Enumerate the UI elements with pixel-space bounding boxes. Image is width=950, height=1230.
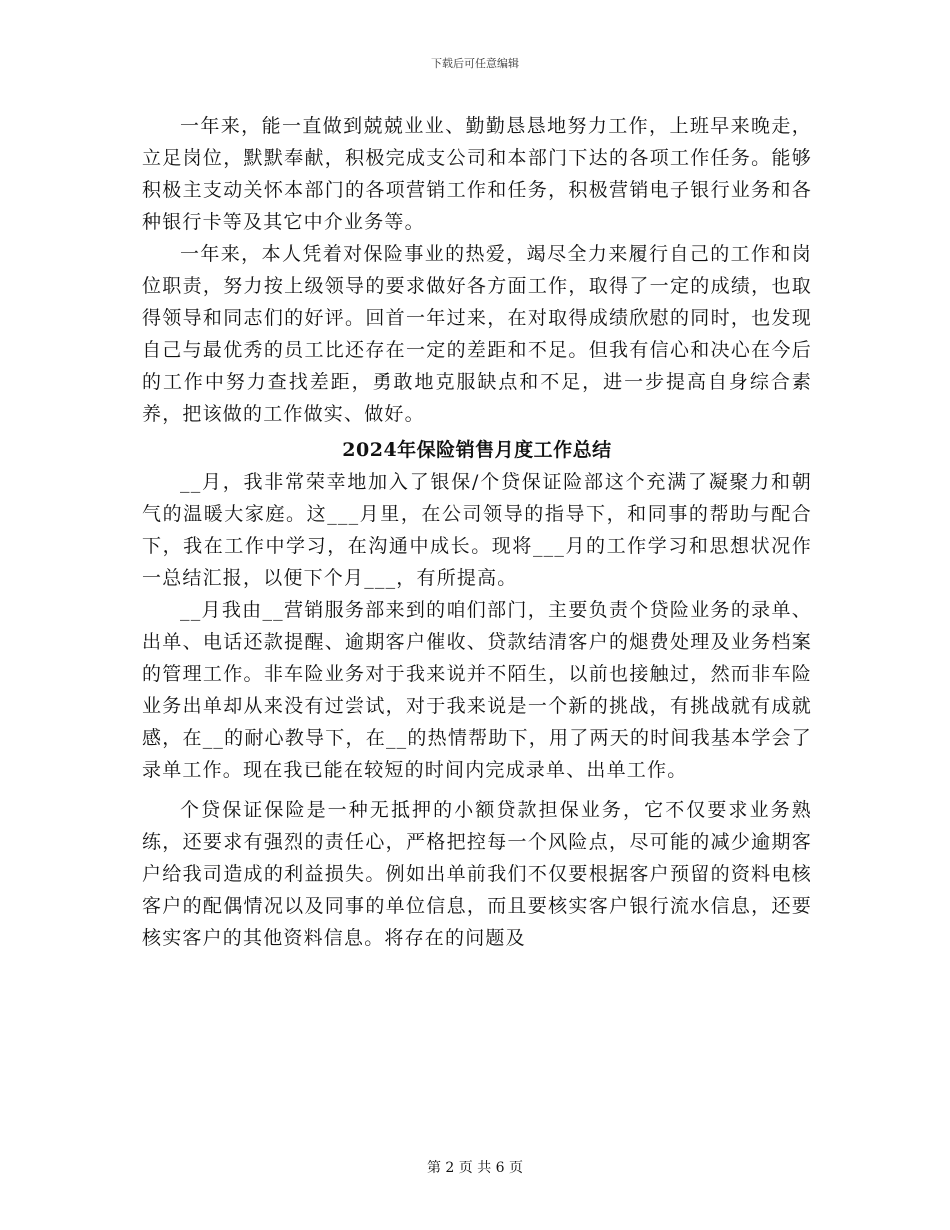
page-header-note: 下载后可任意编辑	[431, 57, 519, 70]
paragraph: 个贷保证保险是一种无抵押的小额贷款担保业务，它不仅要求业务熟练，还要求有强烈的责任心，严格把控每一个风险点，尽可能的减少逾期客户给我司造成的利益损失。例如出单前我们不仅要根据客户预留的资料电核客户的配偶情况以及同事的单位信息，而且要核实客户银行流水信息，还要核实客户的其他资料信息。将存在的问题及	[142, 799, 812, 949]
page-number: 第 2 页 共 6 页	[426, 1160, 524, 1176]
paragraph: 一年来，本人凭着对保险事业的热爱，竭尽全力来履行自己的工作和岗位职责，努力按上级领导的要求做好各方面工作，取得了一定的成绩，也取得领导和同志们的好评。回首一年过来，在对取得成绩欣慰的同时，也发现自己与最优秀的员工比还存在一定的差距和不足。但我有信心和决心在今后的工作中努力查找差距，勇敢地克服缺点和不足，进一步提高自身综合素养，把该做的工作做实、做好。	[142, 243, 812, 425]
section-title: 2024年保险销售月度工作总结	[342, 439, 612, 461]
document-body	[142, 110, 812, 954]
paragraph: 一年来，能一直做到兢兢业业、勤勤恳恳地努力工作，上班早来晚走，立足岗位，默默奉献，积极完成支公司和本部门下达的各项工作任务。能够积极主支动关怀本部门的各项营销工作和任务，积极营销电子银行业务和各种银行卡等及其它中介业务等。	[142, 115, 812, 233]
paragraph: __月我由__营销服务部来到的咱们部门，主要负责个贷险业务的录单、出单、电话还款提醒、逾期客户催收、贷款结清客户的煺费处理及业务档案的管理工作。非车险业务对于我来说并不陌生，以前也接触过，然而非车险业务出单却从来没有过尝试，对于我来说是一个新的挑战，有挑战就有成就感，在__的耐心教导下，在__的热情帮助下，用了两天的时间我基本学会了录单工作。现在我已能在较短的时间内完成录单、出单工作。	[142, 599, 812, 781]
paragraph: __月，我非常荣幸地加入了银保/个贷保证险部这个充满了凝聚力和朝气的温暖大家庭。这___月里，在公司领导的指导下，和同事的帮助与配合下，我在工作中学习，在沟通中成长。现将___月的工作学习和思想状况作一总结汇报，以便下个月___，有所提高。	[142, 471, 812, 589]
